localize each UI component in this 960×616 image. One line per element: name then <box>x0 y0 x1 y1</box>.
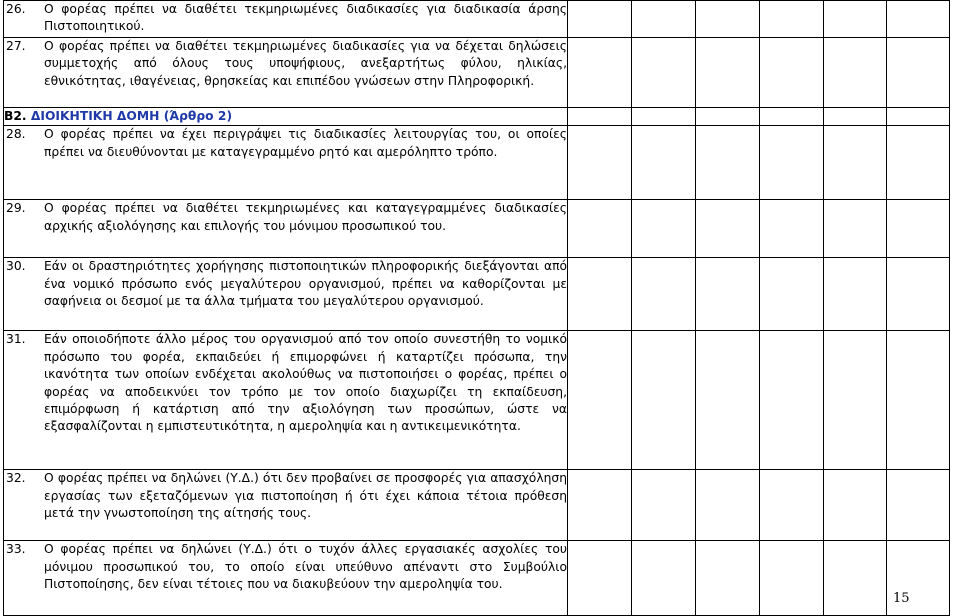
table-row <box>4 331 950 470</box>
item-text: Εάν οποιοδήποτε άλλο μέρος του οργανισμού από τον οποίο συνεστήθη το νομικό πρόσωπο του φορέα, εκπαιδεύει ή επιμορφώνει ή καταρτίζει πρόσωπα, την ικανότητα των οποίων ενδέχεται ακολούθως να πιστοποιήσει ο φορέας, πρέπει ο φορέας να αποδεικνύει τον τρόπο με τον οποίο διαχωρίζει τη εκπαίδευση, επιμόρφωση ή κατάρτιση από την αξιολόγηση των προσώπων, ώστε να εξασφαλίζονται η εμπιστευτικότητα, η αμεροληψία και η αντικειμενικότητα. <box>44 332 567 434</box>
section-article: (Άρθρο 2) <box>163 109 233 123</box>
requirement-cell <box>4 541 568 616</box>
item-number: 33. <box>6 542 26 557</box>
table-row <box>4 258 950 331</box>
requirement-cell <box>4 331 568 470</box>
requirement-cell <box>4 38 568 108</box>
section-header <box>4 108 568 126</box>
item-number: 32. <box>6 471 26 486</box>
requirement-cell <box>4 126 568 200</box>
requirements-table <box>3 0 950 616</box>
section-title: ΔΙΟΙΚΗΤΙΚΗ ΔΟΜΗ <box>30 109 160 123</box>
item-text: Ο φορέας πρέπει να διαθέτει τεκμηριωμένες διαδικασίες για να δέχεται δηλώσεις συμμετοχής από όλους τους υποψήφιους, ανεξαρτήτως φύλου, ηλικίας, εθνικότητας, ιθαγένειας, θρησκείας και επιπέδου γνώσεων στην Πληροφορική. <box>44 39 567 88</box>
section-code: Β2. <box>4 109 27 123</box>
item-number: 31. <box>6 332 26 347</box>
table-row <box>4 541 950 616</box>
item-number: 30. <box>6 259 26 274</box>
item-text: Ο φορέας πρέπει να έχει περιγράψει τις διαδικασίες λειτουργίας του, οι οποίες πρέπει να διευθύνονται με καταγεγραμμένο ρητό και αμερόληπτο τρόπο. <box>44 127 567 159</box>
item-text: Ο φορέας πρέπει να διαθέτει τεκμηριωμένες διαδικασίες για διαδικασία άρσης Πιστοποιητικού. <box>44 2 567 34</box>
section-header-row <box>4 108 950 126</box>
item-text: Ο φορέας πρέπει να διαθέτει τεκμηριωμένες και καταγεγραμμένες διαδικασίες αρχικής αξιολόγησης και επιλογής του μόνιμου προσωπικού του. <box>44 201 567 233</box>
requirement-cell <box>4 258 568 331</box>
item-text: Εάν οι δραστηριότητες χορήγησης πιστοποιητικών πληροφορικής διεξάγονται από ένα νομικό πρόσωπο ενός μεγαλύτερου οργανισμού, πρέπει να καθορίζονται με σαφήνεια οι δεσμοί με τα άλλα τμήματα του μεγαλύτερου οργανισμού. <box>44 259 567 309</box>
page-number: 15 <box>893 591 910 606</box>
item-text: Ο φορέας πρέπει να δηλώνει (Υ.Δ.) ότι δεν προβαίνει σε προσφορές για απασχόληση εργασίας των εξεταζόμενων για πιστοποίηση ή ότι έχει κάποια τέτοια πρόθεση μετά την γνωστοποίηση της αίτησής τους. <box>44 471 567 521</box>
item-number: 26. <box>6 2 26 16</box>
item-text: Ο φορέας πρέπει να δηλώνει (Υ.Δ.) ότι ο τυχόν άλλες εργασιακές ασχολίες του μόνιμου προσωπικού του, το οποίο είναι υπεύθυνο απέναντι στο Συμβούλιο Πιστοποίησης, δεν είναι τέτοιες που να διακυβεύουν την αμεροληψία του. <box>44 542 567 592</box>
item-number: 27. <box>6 39 26 53</box>
requirement-cell <box>4 470 568 541</box>
requirement-cell <box>4 1 568 38</box>
table-row <box>4 126 950 200</box>
table-row <box>4 200 950 258</box>
table-row <box>4 38 950 108</box>
table-row <box>4 1 950 38</box>
item-number: 29. <box>6 201 26 216</box>
requirement-cell <box>4 200 568 258</box>
item-number: 28. <box>6 127 26 142</box>
table-row <box>4 470 950 541</box>
